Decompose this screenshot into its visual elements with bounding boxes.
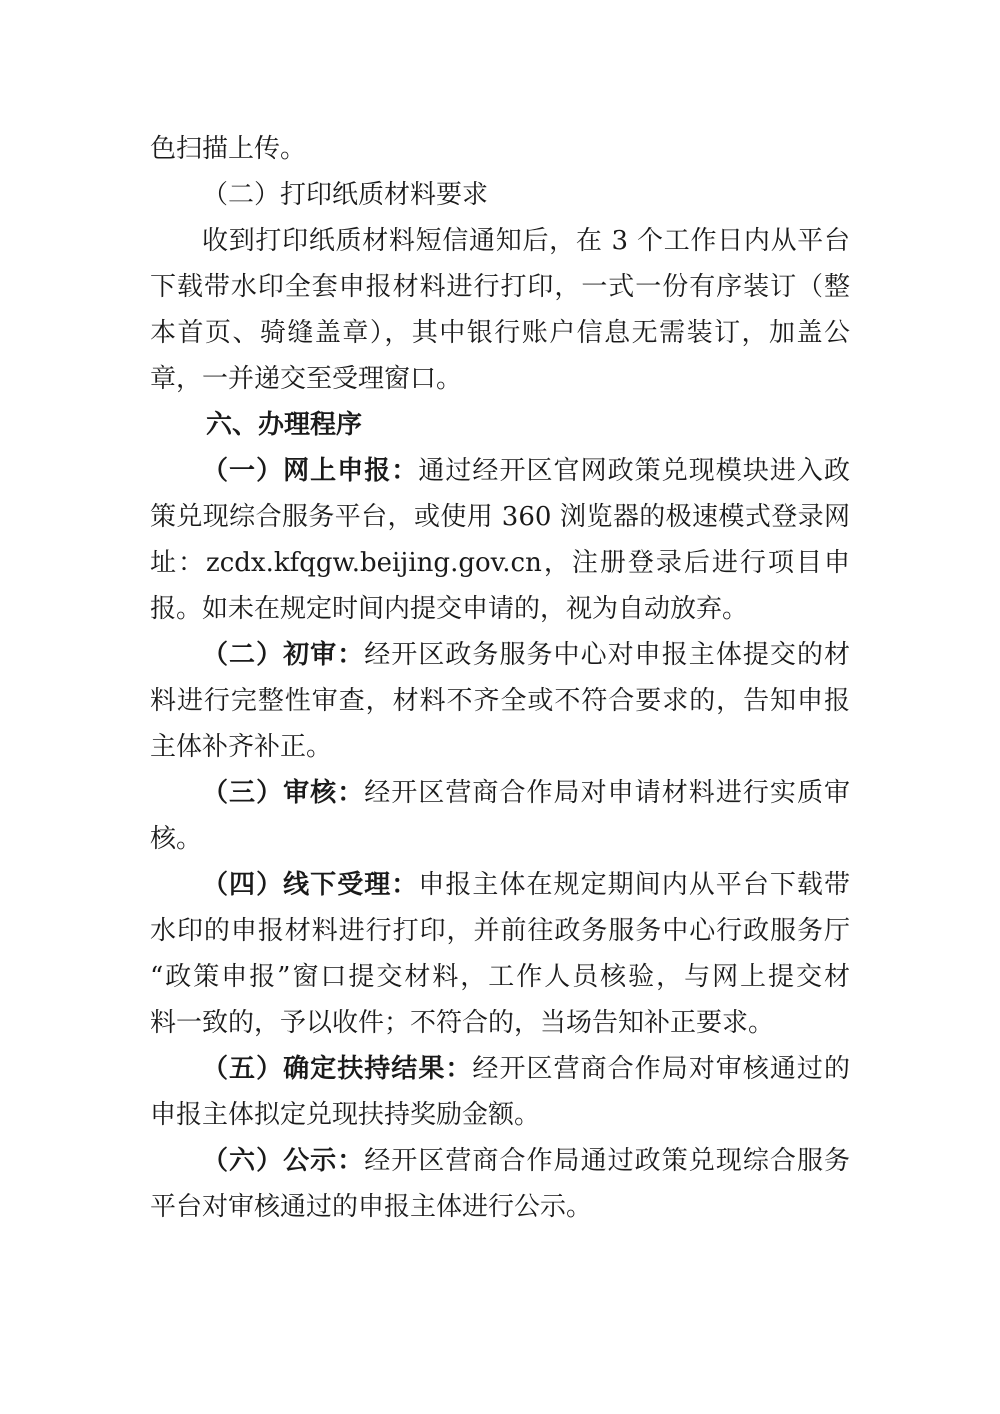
paragraph-line: 策兑现综合服务平台，或使用 360 浏览器的极速模式登录网 — [150, 502, 850, 532]
paragraph-line: 下载带水印全套申报材料进行打印，一式一份有序装订（整 — [150, 272, 850, 302]
step-label: （四）线下受理： — [202, 870, 419, 900]
step-label: （一）网上申报： — [202, 456, 419, 486]
document-page — [150, 126, 850, 1230]
step-online-apply-line — [150, 448, 850, 494]
paragraph-line: 料进行完整性审查，材料不齐全或不符合要求的，告知申报 — [150, 686, 850, 716]
step-audit-line — [150, 770, 850, 816]
paragraph-line: 水印的申报材料进行打印，并前往政务服务中心行政服务厅 — [150, 916, 850, 946]
step-text: 通过经开区官网政策兑现模块进入政 — [418, 456, 850, 486]
paragraph-line: 址：zcdx.kfqgw.beijing.gov.cn，注册登录后进行项目申 — [150, 548, 850, 578]
step-label: （五）确定扶持结果： — [202, 1054, 473, 1084]
step-text: 经开区政务服务中心对申报主体提交的材 — [364, 640, 850, 670]
paragraph-line: 核。 — [150, 824, 203, 854]
paragraph-line: 申报主体拟定兑现扶持奖励金额。 — [150, 1100, 541, 1130]
paragraph-line: 报。如未在规定时间内提交申请的，视为自动放弃。 — [150, 594, 749, 624]
paragraph-line: 平台对审核通过的申报主体进行公示。 — [150, 1192, 593, 1222]
step-text: 申报主体在规定期间内从平台下载带 — [418, 870, 850, 900]
step-preliminary-review-line — [150, 632, 850, 678]
section-heading: 六、办理程序 — [206, 410, 363, 440]
step-label: （二）初审： — [202, 640, 365, 670]
step-publicity-line — [150, 1138, 850, 1184]
paragraph-line: 本首页、骑缝盖章），其中银行账户信息无需装订，加盖公 — [150, 318, 850, 348]
paragraph-line: “政策申报”窗口提交材料，工作人员核验，与网上提交材 — [150, 962, 850, 992]
step-text: 经开区营商合作局对审核通过的 — [472, 1054, 850, 1084]
step-label: （六）公示： — [202, 1146, 365, 1176]
paragraph-line: 主体补齐补正。 — [150, 732, 333, 762]
paragraph-line: 收到打印纸质材料短信通知后，在 3 个工作日内从平台 — [202, 226, 850, 256]
step-offline-acceptance-line — [150, 862, 850, 908]
step-text: 经开区营商合作局对申请材料进行实质审 — [364, 778, 850, 808]
paragraph-line: 料一致的，予以收件；不符合的，当场告知补正要求。 — [150, 1008, 775, 1038]
step-text: 经开区营商合作局通过政策兑现综合服务 — [364, 1146, 850, 1176]
paragraph-line: 章，一并递交至受理窗口。 — [150, 364, 463, 394]
paragraph-line: 色扫描上传。 — [150, 134, 307, 164]
step-confirm-result-line — [150, 1046, 850, 1092]
subheading-print-requirements: （二）打印纸质材料要求 — [202, 180, 489, 210]
step-label: （三）审核： — [202, 778, 365, 808]
